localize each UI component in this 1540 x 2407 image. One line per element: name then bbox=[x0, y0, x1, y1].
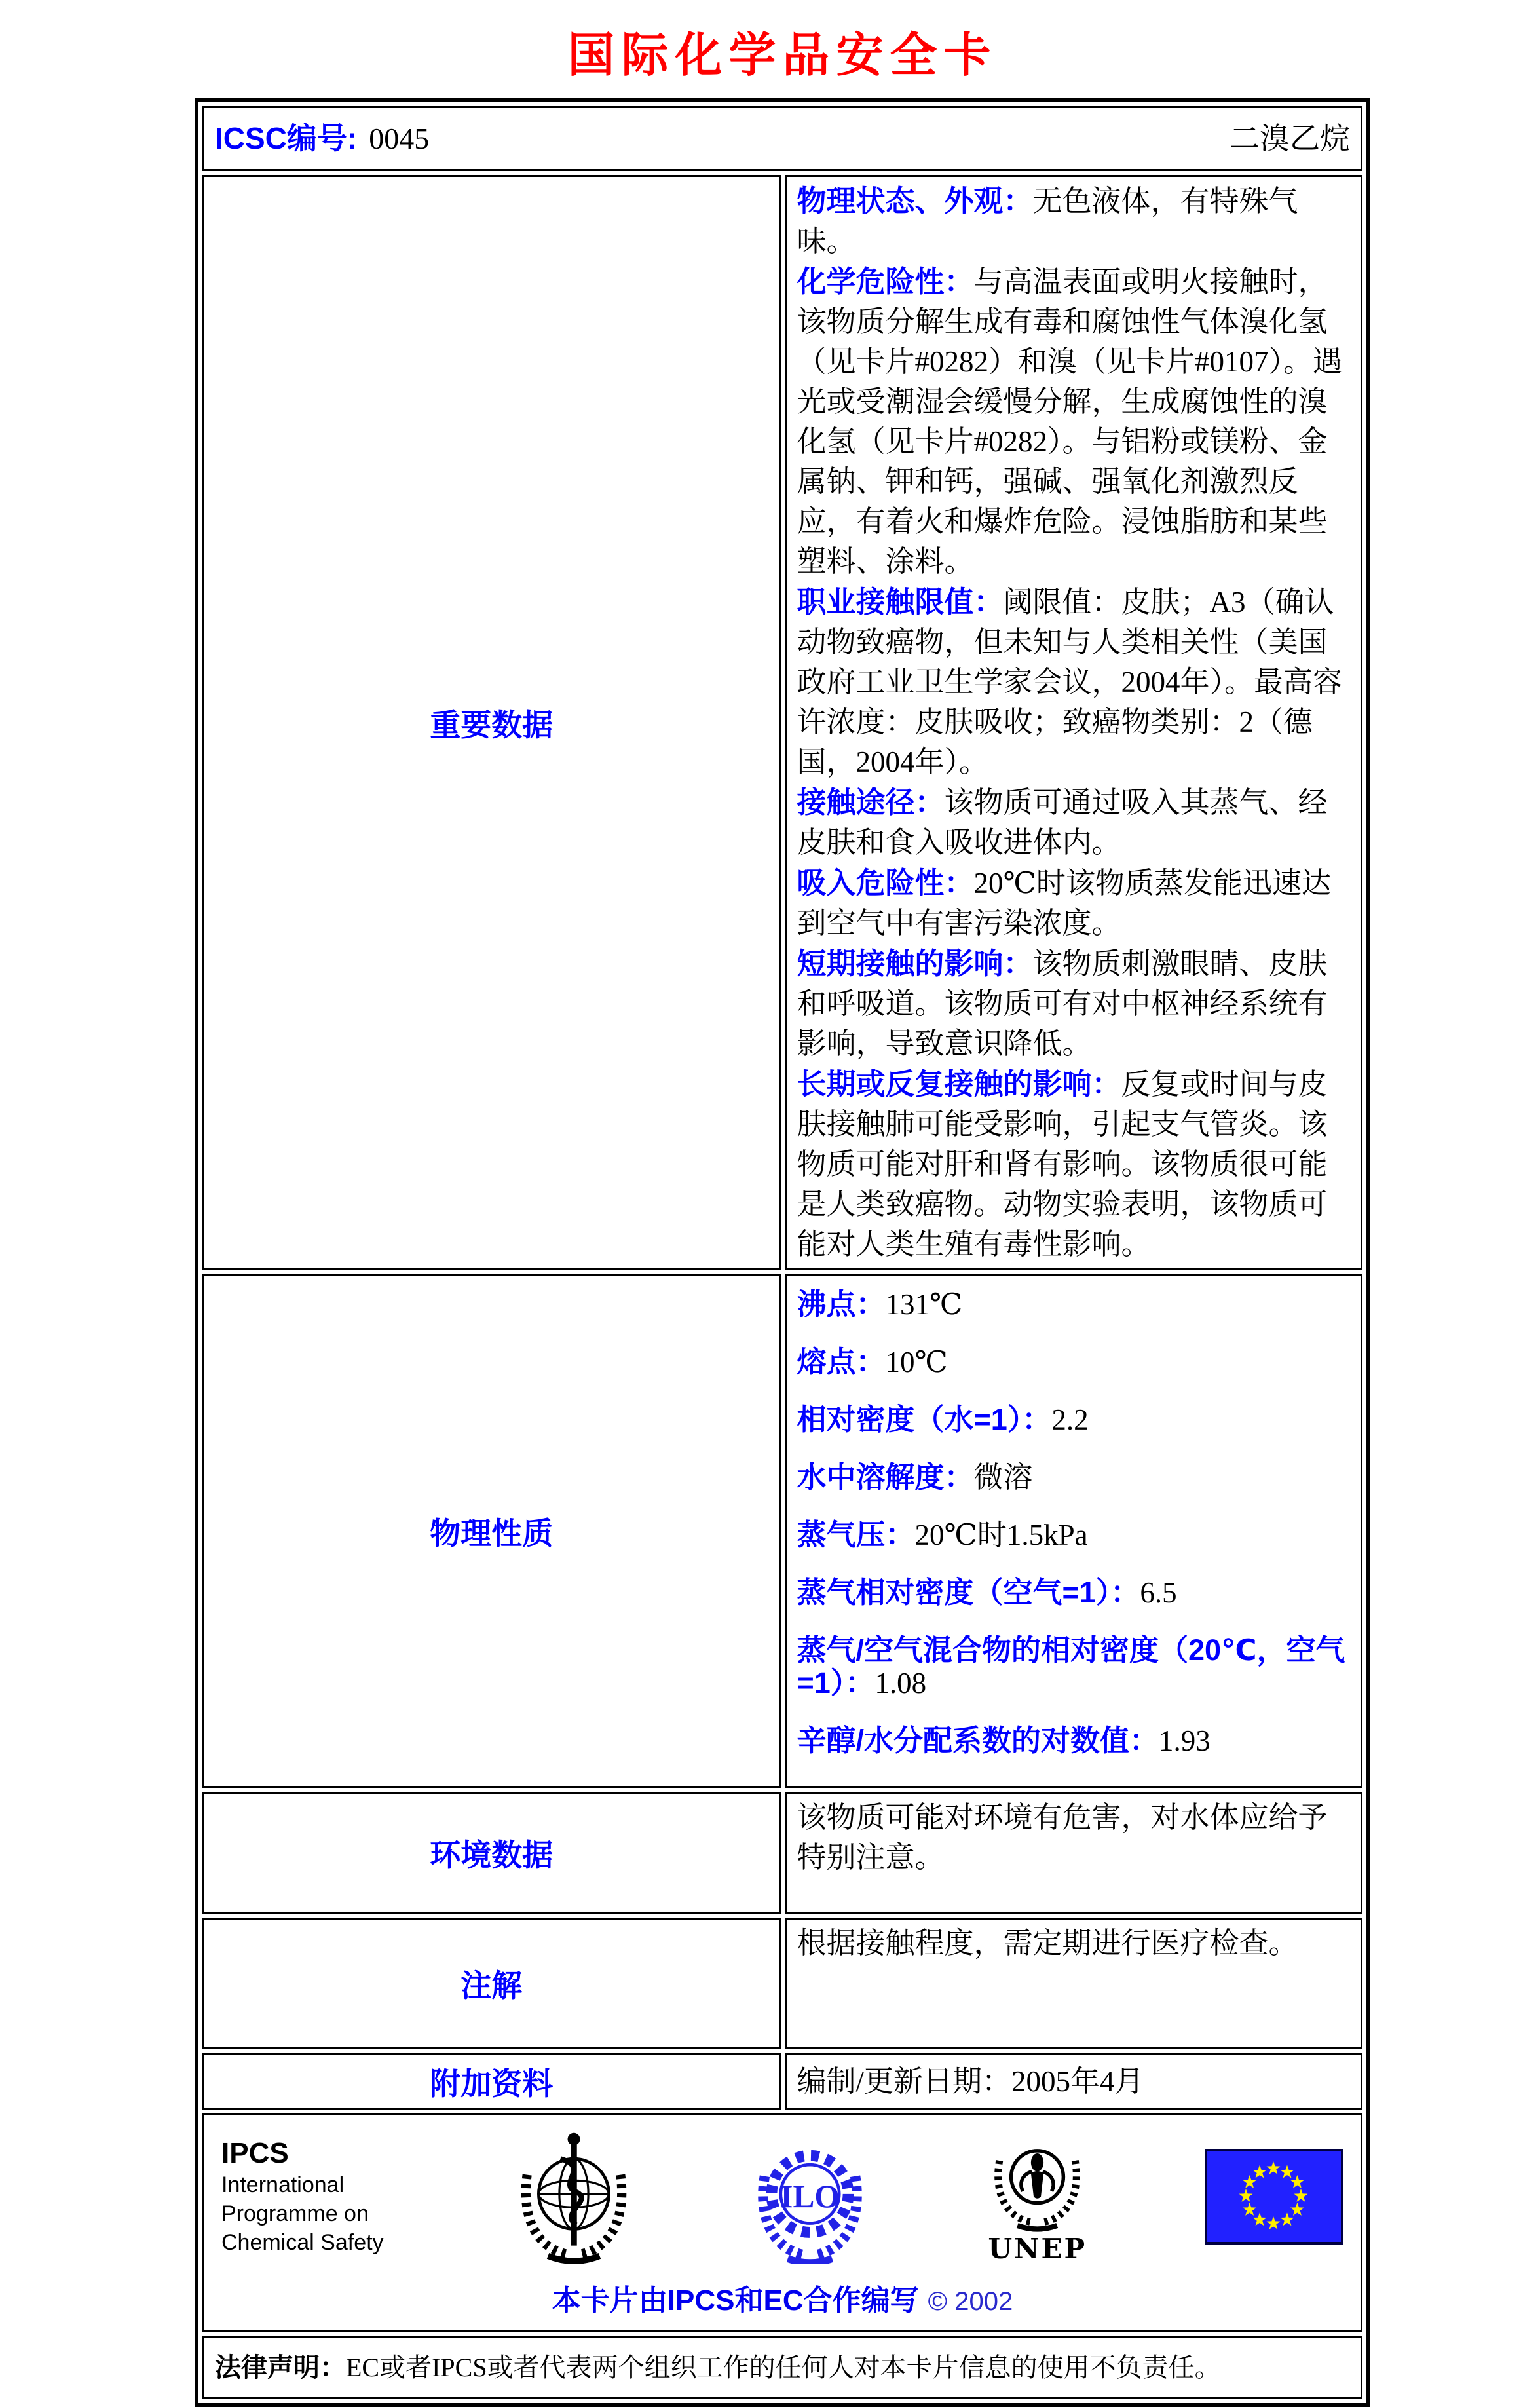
field-text: 与高温表面或明火接触时，该物质分解生成有毒和腐蚀性气体溴化氢（见卡片#0282）和溴（见卡片#0107）。遇光或受潮湿会缓慢分解，生成腐蚀性的溴化氢（见卡片#0282）。与铝粉或镁粉、金属钠、钾和钙，强碱、强氧化剂激烈反应，有着火和爆炸危险。浸蚀脂肪和某些塑料、涂料。 bbox=[797, 265, 1343, 578]
ilo-logo-icon bbox=[749, 2130, 871, 2264]
property-label: 熔点： bbox=[797, 1345, 886, 1378]
ilo-letters: ILO bbox=[779, 2178, 840, 2214]
ipcs-line: International bbox=[221, 2172, 345, 2197]
environmental-data-row bbox=[202, 1792, 1362, 1914]
icsc-number-label: ICSC编号: bbox=[215, 121, 358, 155]
property-line bbox=[797, 1634, 1351, 1699]
ipcs-line: Programme on bbox=[221, 2201, 369, 2226]
property-label: 辛醇/水分配系数的对数值： bbox=[797, 1724, 1159, 1757]
property-label: 水中溶解度： bbox=[797, 1460, 974, 1494]
property-value: 1.93 bbox=[1159, 1724, 1211, 1757]
field-label: 长期或反复接触的影响： bbox=[797, 1067, 1121, 1101]
logos-cell bbox=[202, 2113, 1362, 2332]
important-data-row bbox=[202, 175, 1362, 1270]
property-line bbox=[797, 1576, 1351, 1609]
property-label: 蒸气/空气混合物的相对密度（20℃，空气=1）： bbox=[797, 1633, 1345, 1699]
unep-logo-icon bbox=[983, 2130, 1091, 2264]
chemical-name: 二溴乙烷 bbox=[1230, 121, 1350, 155]
row-label-additional-info: 附加资料 bbox=[202, 2053, 781, 2110]
field-text: 20℃时该物质蒸发能迅速达到空气中有害污染浓度。 bbox=[797, 867, 1331, 939]
row-label-notes: 注解 bbox=[202, 1918, 781, 2049]
important-data-item bbox=[797, 943, 1351, 1064]
copyright-text: © 2002 bbox=[928, 2287, 1013, 2316]
ipcs-text-block bbox=[221, 2136, 398, 2257]
field-text: 该物质可通过吸入其蒸气、经皮肤和食入吸收进体内。 bbox=[797, 786, 1328, 859]
legal-label: 法律声明： bbox=[215, 2353, 346, 2382]
eu-flag-icon bbox=[1205, 2149, 1343, 2245]
card-header bbox=[215, 112, 1350, 165]
property-line bbox=[797, 1461, 1351, 1494]
field-label: 短期接触的影响： bbox=[797, 947, 1033, 980]
environmental-data-cell bbox=[785, 1792, 1363, 1914]
property-value: 1.08 bbox=[874, 1667, 927, 1699]
notes-text: 根据接触程度，需定期进行医疗检查。 bbox=[797, 1927, 1298, 1960]
field-label: 物理状态、外观： bbox=[797, 184, 1033, 218]
credit-text: 本卡片由IPCS和EC合作编写 bbox=[552, 2284, 919, 2317]
property-line bbox=[797, 1519, 1351, 1551]
additional-info-cell bbox=[785, 2053, 1363, 2110]
field-text: 阈限值：皮肤；A3（确认动物致癌物，但未知与人类相关性（美国政府工业卫生学家会议，2004年）。最高容许浓度：皮肤吸收；致癌物类别：2（德国，2004年）。 bbox=[797, 586, 1343, 778]
field-text: 该物质刺激眼睛、皮肤和呼吸道。该物质可有对中枢神经系统有影响，导致意识降低。 bbox=[797, 947, 1328, 1060]
property-line bbox=[797, 1346, 1351, 1378]
field-text: 反复或时间与皮肤接触肺可能受影响，引起支气管炎。该物质可能对肝和肾有影响。该物质很可能是人类致癌物。动物实验表明，该物质可能对人类生殖有毒性影响。 bbox=[797, 1068, 1328, 1260]
row-label-important-data: 重要数据 bbox=[202, 175, 781, 1270]
organization-logos bbox=[221, 2127, 1343, 2266]
field-label: 职业接触限值： bbox=[797, 585, 1004, 618]
header-row bbox=[202, 106, 1362, 171]
field-label: 接触途径： bbox=[797, 786, 945, 819]
property-value: 6.5 bbox=[1140, 1576, 1177, 1609]
physical-properties-row bbox=[202, 1274, 1362, 1788]
safety-card-sheet bbox=[195, 17, 1370, 2407]
legal-row bbox=[202, 2336, 1362, 2399]
field-label: 吸入危险性： bbox=[797, 866, 974, 900]
row-label-physical-properties: 物理性质 bbox=[202, 1274, 781, 1788]
row-label-environmental-data: 环境数据 bbox=[202, 1792, 781, 1914]
property-line bbox=[797, 1403, 1351, 1436]
additional-info-row bbox=[202, 2053, 1362, 2110]
safety-card-table bbox=[195, 98, 1370, 2407]
notes-row bbox=[202, 1918, 1362, 2049]
additional-info-text: 编制/更新日期：2005年4月 bbox=[797, 2064, 1144, 2098]
important-data-item bbox=[797, 1064, 1351, 1264]
important-data-item bbox=[797, 261, 1351, 582]
property-label: 蒸气相对密度（空气=1）： bbox=[797, 1576, 1140, 1609]
important-data-cell bbox=[785, 175, 1363, 1270]
property-value: 10℃ bbox=[885, 1346, 948, 1378]
legal-text: EC或者IPCS或者代表两个组织工作的任何人对本卡片信息的使用不负责任。 bbox=[346, 2353, 1221, 2382]
property-line bbox=[797, 1724, 1351, 1757]
ipcs-acronym: IPCS bbox=[221, 2137, 289, 2169]
field-text: 无色液体，有特殊气味。 bbox=[797, 185, 1298, 257]
logos-row bbox=[202, 2113, 1362, 2332]
unep-wordmark: UNEP bbox=[988, 2233, 1087, 2265]
page-title: 国际化学品安全卡 bbox=[567, 27, 998, 83]
field-label: 化学危险性： bbox=[797, 265, 974, 298]
notes-cell bbox=[785, 1918, 1363, 2049]
ipcs-line: Chemical Safety bbox=[221, 2230, 384, 2255]
environmental-data-text: 该物质可能对环境有危害，对水体应给予特别注意。 bbox=[797, 1801, 1328, 1874]
header-cell bbox=[202, 106, 1362, 171]
who-logo-icon bbox=[512, 2130, 636, 2264]
important-data-item bbox=[797, 181, 1351, 261]
credit-line bbox=[221, 2277, 1343, 2319]
icsc-number-value: 0045 bbox=[369, 122, 430, 155]
property-label: 沸点： bbox=[797, 1287, 886, 1321]
legal-cell bbox=[202, 2336, 1362, 2399]
important-data-item bbox=[797, 582, 1351, 782]
icsc-number-field bbox=[215, 112, 429, 165]
important-data-item bbox=[797, 782, 1351, 863]
property-label: 相对密度（水=1）： bbox=[797, 1403, 1052, 1436]
property-value: 20℃时1.5kPa bbox=[914, 1519, 1088, 1551]
property-value: 微溶 bbox=[973, 1461, 1033, 1494]
property-line bbox=[797, 1288, 1351, 1321]
property-value: 2.2 bbox=[1051, 1403, 1089, 1436]
physical-properties-cell bbox=[785, 1274, 1363, 1788]
property-value: 131℃ bbox=[885, 1288, 963, 1321]
property-label: 蒸气压： bbox=[797, 1518, 915, 1551]
important-data-item bbox=[797, 863, 1351, 943]
